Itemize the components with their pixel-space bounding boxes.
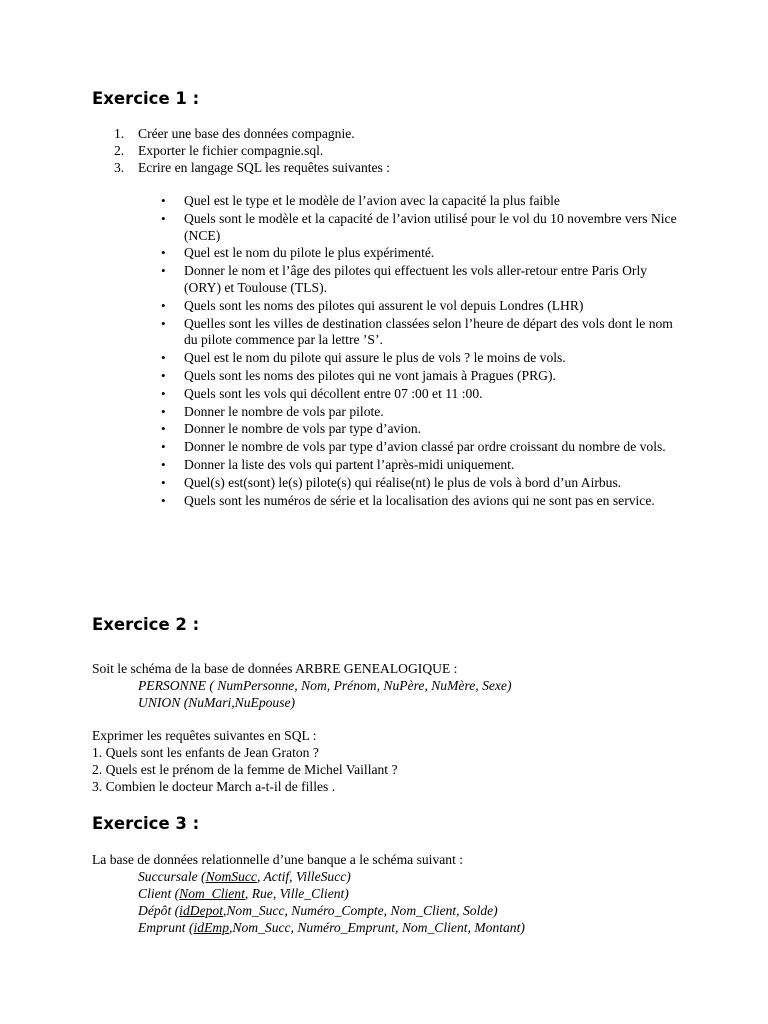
table-fields: ,Nom_Succ, Numéro_Compte, Nom_Client, Solde) bbox=[222, 903, 498, 918]
schema-line bbox=[138, 868, 525, 885]
list-item: • Quelles sont les villes de destination classées selon l’heure de départ des vols dont le nom du pilote commence par la lettre ’S’. bbox=[160, 316, 680, 350]
list-item: • Quel est le type et le modèle de l’avion avec la capacité la plus faible bbox=[160, 193, 680, 210]
paren: ( bbox=[171, 886, 180, 901]
schema-line bbox=[138, 902, 525, 919]
list-item: • Quels sont les numéros de série et la localisation des avions qui ne sont pas en service. bbox=[160, 493, 680, 510]
table-fields: , Actif, VilleSucc) bbox=[256, 869, 351, 884]
question-line: 3. Combien le docteur March a-t-il de filles . bbox=[92, 779, 336, 794]
list-item: • Quel est le nom du pilote le plus expérimenté. bbox=[160, 245, 680, 262]
item-number: 2. bbox=[114, 142, 125, 158]
list-item: • Donner le nombre de vols par pilote. bbox=[160, 404, 680, 421]
list-item: • Quel est le nom du pilote qui assure le plus de vols ? le moins de vols. bbox=[160, 350, 680, 367]
questions-prompt: Exprimer les requêtes suivantes en SQL : bbox=[92, 728, 317, 743]
schema-line bbox=[138, 885, 525, 902]
list-item bbox=[114, 160, 390, 177]
primary-key: idDepot bbox=[179, 903, 223, 918]
list-item: • Quel(s) est(sont) le(s) pilote(s) qui réalise(nt) le plus de vols à bord d’un Airbus. bbox=[160, 475, 680, 492]
item-number: 3. bbox=[114, 159, 125, 175]
list-item bbox=[114, 126, 390, 143]
exercise-2-questions bbox=[92, 727, 398, 795]
paren: ( bbox=[197, 869, 206, 884]
table-name: Client bbox=[138, 886, 172, 901]
list-item: • Quels sont les vols qui décollent entre 07 :00 et 11 :00. bbox=[160, 386, 680, 403]
item-text: Créer une base des données compagnie. bbox=[138, 126, 355, 141]
table-fields: ,Nom_Succ, Numéro_Emprunt, Nom_Client, Montant) bbox=[229, 920, 525, 935]
list-item: • Quels sont les noms des pilotes qui ne vont jamais à Pragues (PRG). bbox=[160, 368, 680, 385]
exercise-2-schema bbox=[138, 677, 512, 711]
primary-key: Nom_Client bbox=[179, 886, 245, 901]
exercise-3-intro: La base de données relationnelle d’une banque a le schéma suivant : bbox=[92, 852, 464, 867]
primary-key: NomSucc bbox=[205, 869, 257, 884]
list-item: • Quels sont le modèle et la capacité de l’avion utilisé pour le vol du 10 novembre vers Nice (NCE) bbox=[160, 211, 680, 245]
list-item: • Quels sont les noms des pilotes qui assurent le vol depuis Londres (LHR) bbox=[160, 298, 680, 315]
exercise-2-title: Exercice 2 : bbox=[92, 615, 200, 634]
list-item: • Donner la liste des vols qui partent l’après-midi uniquement. bbox=[160, 457, 680, 474]
list-item: • Donner le nombre de vols par type d’avion. bbox=[160, 421, 680, 438]
list-item: • Donner le nom et l’âge des pilotes qui effectuent les vols aller-retour entre Paris Orly (ORY) et Toulouse (TLS). bbox=[160, 263, 680, 297]
exercise-2-intro: Soit le schéma de la base de données ARBRE GENEALOGIQUE : bbox=[92, 661, 458, 676]
paren: ( bbox=[171, 903, 180, 918]
schema-line: PERSONNE ( NumPersonne, Nom, Prénom, NuPère, NuMère, Sexe) bbox=[138, 678, 512, 693]
list-item bbox=[114, 143, 390, 160]
exercise-1-steps bbox=[114, 126, 390, 176]
question-line: 1. Quels sont les enfants de Jean Graton ? bbox=[92, 745, 319, 760]
item-number: 1. bbox=[114, 126, 125, 141]
paren: ( bbox=[185, 920, 194, 935]
exercise-3-title: Exercice 3 : bbox=[92, 814, 200, 833]
item-text: Ecrire en langage SQL les requêtes suivantes : bbox=[138, 159, 391, 175]
exercise-3-schema bbox=[138, 868, 525, 936]
table-name: Emprunt bbox=[138, 920, 186, 935]
item-text: Exporter le fichier compagnie.sql. bbox=[138, 142, 324, 158]
exercise-1-title: Exercice 1 : bbox=[92, 89, 200, 108]
primary-key: idEmp bbox=[193, 920, 230, 935]
list-item: • Donner le nombre de vols par type d’avion classé par ordre croissant du nombre de vols. bbox=[160, 439, 680, 456]
question-line: 2. Quels est le prénom de la femme de Michel Vaillant ? bbox=[92, 762, 398, 777]
schema-line bbox=[138, 919, 525, 936]
exercise-1-queries bbox=[160, 193, 680, 510]
table-name: Dépôt bbox=[138, 903, 172, 918]
table-name: Succursale bbox=[138, 869, 198, 884]
schema-line: UNION (NuMari,NuEpouse) bbox=[138, 695, 296, 710]
table-fields: , Rue, Ville_Client) bbox=[244, 886, 349, 901]
